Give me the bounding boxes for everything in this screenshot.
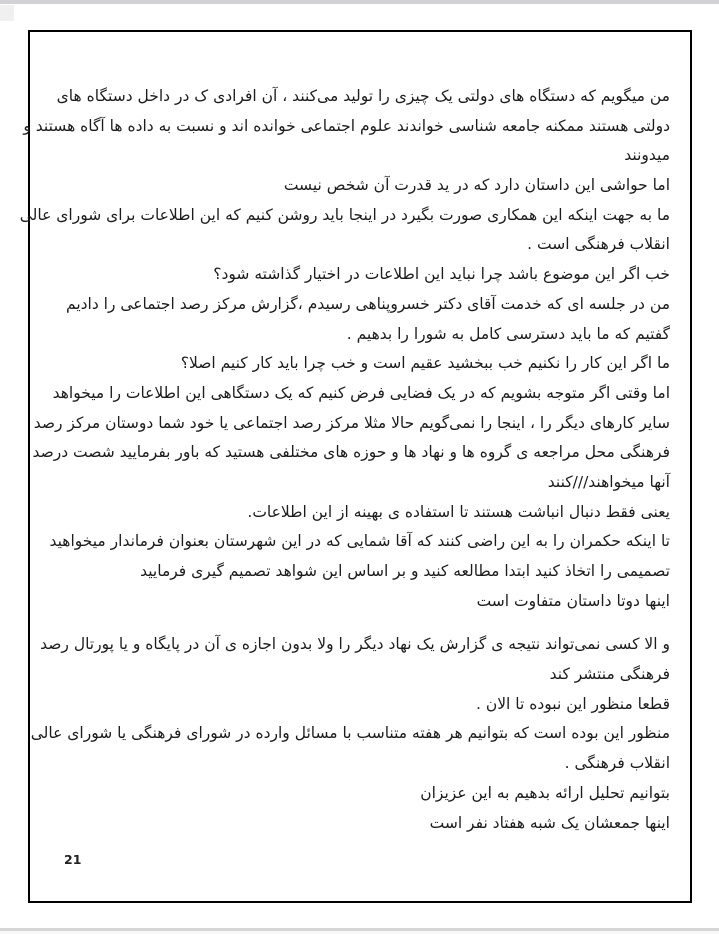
text-line: اینها دوتا داستان متفاوت است: [476, 591, 670, 610]
text-line: من در جلسه ای که خدمت آقای دکتر خسروپناهی رسیدم ،گزارش مرکز رصد اجتماعی را دادیم: [66, 294, 670, 313]
text-line: قطعا منظور این نبوده تا الان .: [475, 694, 670, 713]
text-line: فرهنگی محل مراجعه ی گروه ها و نهاد ها و حوزه های مختلفی هستید که باور بفرمایید شصت درصد: [32, 443, 670, 462]
text-line: انقلاب فرهنگی .: [564, 754, 670, 773]
page-number: 21: [64, 852, 82, 867]
text-line: انقلاب فرهنگی است .: [527, 235, 670, 254]
text-line: بتوانیم تحلیل ارائه بدهیم به این عزیزان: [420, 783, 670, 802]
text-line: اما حواشی این داستان دارد که در ید قدرت آن شخص نیست: [283, 176, 670, 195]
text-line: ما به جهت اینکه این همکاری صورت بگیرد در اینجا باید روشن کنیم که این اطلاعات برای شورای عالی: [19, 205, 670, 224]
text-line: دولتی هستند ممکنه جامعه شناسی خواندند علوم اجتماعی خوانده اند و نسبت به داده ها آگاه هستند و: [23, 116, 670, 135]
text-line: خب اگر این موضوع باشد چرا نباید این اطلاعات در اختیار گذاشته شود؟: [213, 265, 670, 284]
text-line: ما اگر این کار را نکنیم خب ببخشید عقیم است و خب چرا باید کار کنیم اصلا؟: [180, 354, 670, 373]
text-line: و الا کسی نمی‌تواند نتیجه ی گزارش یک نهاد دیگر را ولا بدون اجازه ی آن در پایگاه و یا پورتال رصد: [40, 635, 670, 654]
text-line: اینها جمعشان یک شبه هفتاد نفر است: [429, 813, 670, 832]
text-lines: [19, 32, 688, 838]
viewer-corner-artifact: [0, 5, 14, 21]
viewer-top-edge: [0, 0, 719, 4]
text-line: سایر کارهای دیگر را ، اینجا را نمی‌گویم حالا مثلا مرکز رصد اجتماعی یا خود شما دوستان مرکز رصد: [33, 413, 670, 432]
text-line: تا اینکه حکمران را به این راضی کنند که آقا شمایی که در این شهرستان بعنوان فرماندار میخواهید: [49, 532, 670, 551]
text-line: میدونند: [624, 146, 670, 165]
document-page: [19, 30, 692, 903]
text-line: منظور این بوده است که بتوانیم هر هفته متناسب با مسائل وارده در شورای فرهنگی یا شورای عالی: [30, 724, 670, 743]
text-line: تصمیمی را اتخاذ کنید ابتدا مطالعه کنید و بر اساس این شواهد تصمیم گیری فرمایید: [140, 562, 670, 580]
text-line: یعنی فقط دنبال انباشت هستند تا استفاده ی بهینه از این اطلاعات.: [247, 502, 670, 521]
text-line: گفتیم که ما باید دسترسی کامل به شورا را بدهیم .: [346, 324, 670, 343]
text-line: من میگویم که دستگاه های دولتی یک چیزی را تولید می‌کنند ، آن افرادی ک در داخل دستگاه های: [56, 87, 670, 105]
text-line: اما وقتی اگر متوجه بشویم که در یک فضایی فرض کنیم که یک دستگاهی این اطلاعات را میخواهد: [52, 383, 670, 402]
text-line: فرهنگی منتشر کند: [549, 665, 670, 684]
text-line: آنها میخواهند///کنند: [547, 472, 670, 491]
